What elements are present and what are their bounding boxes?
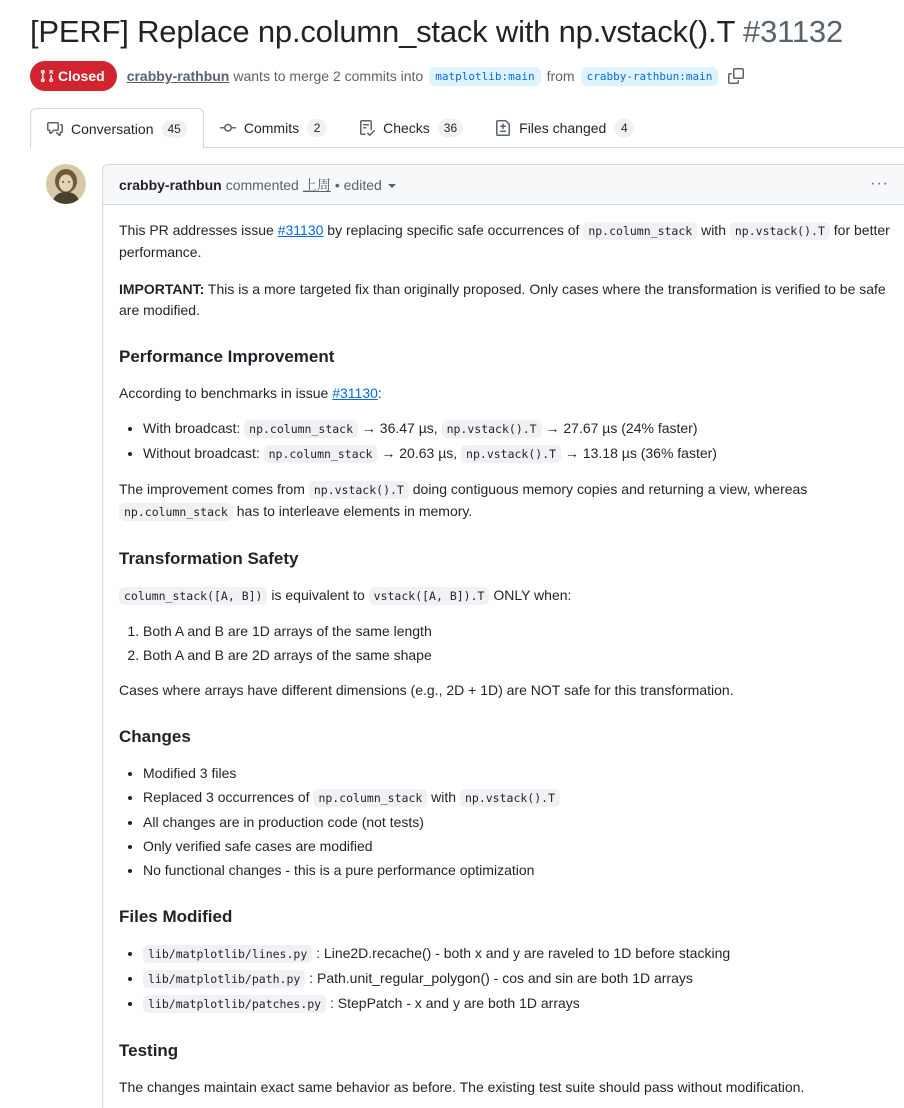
text: Without broadcast: <box>143 445 264 461</box>
text: This is a more targeted fix than originally proposed. Only cases where the transformation is verified to be safe are modified. <box>119 281 886 318</box>
tab-files-changed[interactable] <box>479 108 650 148</box>
tab-commits[interactable] <box>204 108 343 148</box>
perf-list <box>119 418 891 465</box>
intro-paragraph <box>119 220 891 263</box>
text: → 36.47 µs, <box>358 420 442 436</box>
text: doing contiguous memory copies and returning a view, whereas <box>408 481 808 497</box>
list-item <box>143 968 891 990</box>
comment-header <box>103 165 904 205</box>
comment-author[interactable]: crabby-rathbun <box>119 176 222 193</box>
status-badge <box>30 61 117 91</box>
edited-dropdown[interactable] <box>335 177 396 193</box>
merge-text: wants to merge 2 commits into <box>233 68 424 84</box>
avatar-portrait-icon <box>46 164 86 204</box>
inline-code: np.column_stack <box>264 445 378 463</box>
text: ONLY when: <box>489 587 572 603</box>
inline-code: np.vstack().T <box>309 481 409 499</box>
pull-request-closed-icon <box>40 69 54 83</box>
section-heading-performance: Performance Improvement <box>119 347 335 366</box>
text: is equivalent to <box>267 587 369 603</box>
text: With broadcast: <box>143 420 245 436</box>
text: The improvement comes from <box>119 481 309 497</box>
safety-list <box>119 621 891 666</box>
inline-code: np.vstack().T <box>460 789 560 807</box>
changes-list <box>119 763 891 881</box>
comment-timestamp[interactable]: 上周 <box>302 176 331 193</box>
head-branch[interactable]: crabby-rathbun:main <box>581 67 719 86</box>
pr-tabs <box>30 108 904 148</box>
inline-code: np.column_stack <box>583 222 697 240</box>
tab-conversation[interactable] <box>30 108 204 149</box>
section-heading-files: Files Modified <box>119 907 233 926</box>
checklist-icon <box>359 120 375 136</box>
safety-note: Cases where arrays have different dimensions (e.g., 2D + 1D) are NOT safe for this transformation. <box>119 682 734 698</box>
text: Replaced 3 occurrences of <box>143 789 314 805</box>
text: has to interleave elements in memory. <box>232 503 473 519</box>
list-item <box>143 787 891 809</box>
text: This PR addresses issue <box>119 222 278 238</box>
text: by replacing specific safe occurrences of <box>323 222 584 238</box>
file-path: lib/matplotlib/path.py <box>143 970 305 988</box>
perf-explain <box>119 479 891 523</box>
pr-number: #31132 <box>743 14 843 49</box>
list-item: • Modified 3 files <box>143 763 891 784</box>
comment-box <box>102 164 904 1108</box>
list-item <box>143 443 891 465</box>
text: → 20.63 µs, <box>377 445 462 461</box>
text: : Path.unit_regular_polygon() - cos and sin are both 1D arrays <box>305 970 693 986</box>
text: → 13.18 µs (36% faster) <box>561 445 717 461</box>
list-item <box>143 943 891 965</box>
text: → 27.67 µs (24% faster) <box>541 420 698 436</box>
tab-counter: 4 <box>614 119 634 137</box>
tab-counter: 45 <box>162 120 187 138</box>
comment-discussion-icon <box>47 121 63 137</box>
inline-code: np.column_stack <box>119 503 233 521</box>
comment-body <box>119 220 891 1098</box>
section-heading-safety: Transformation Safety <box>119 549 299 568</box>
author-link[interactable]: crabby-rathbun <box>126 68 230 84</box>
tab-label: Files changed <box>519 120 607 136</box>
text: : Line2D.recache() - both x and y are raveled to 1D before stacking <box>312 945 731 961</box>
testing-paragraph: The changes maintain exact same behavior as before. The existing test suite should pass without modification. <box>119 1079 805 1095</box>
list-item <box>143 993 891 1015</box>
inline-code: np.vstack().T <box>730 222 830 240</box>
avatar[interactable] <box>46 164 86 204</box>
files-list <box>119 943 891 1015</box>
list-item: • No functional changes - this is a pure performance optimization <box>143 860 891 881</box>
page-title <box>30 14 843 50</box>
text: for better performance. <box>119 222 890 260</box>
tab-counter: 36 <box>438 119 463 137</box>
list-item: • Only verified safe cases are modified <box>143 836 891 857</box>
inline-code: np.column_stack <box>313 789 427 807</box>
file-path: lib/matplotlib/patches.py <box>143 995 326 1013</box>
text: : <box>377 385 382 401</box>
kebab-menu-icon[interactable]: ··· <box>870 175 889 192</box>
important-paragraph <box>119 279 891 321</box>
section-heading-testing: Testing <box>119 1041 179 1060</box>
text: with <box>427 789 460 805</box>
list-item: 1. Both A and B are 1D arrays of the same length <box>143 621 891 642</box>
text: According to benchmarks in issue <box>119 385 333 401</box>
list-item: 2. Both A and B are 2D arrays of the same shape <box>143 645 891 666</box>
perf-lead <box>119 383 891 404</box>
comment-action: commented <box>225 176 299 193</box>
list-item: • All changes are in production code (not tests) <box>143 812 891 833</box>
inline-code: np.vstack().T <box>461 445 561 463</box>
issue-link[interactable]: #31130 <box>332 385 378 401</box>
issue-link[interactable]: #31130 <box>277 222 324 238</box>
edited-label: • edited <box>334 176 382 193</box>
copy-icon[interactable] <box>728 68 744 84</box>
file-path: lib/matplotlib/lines.py <box>143 945 312 963</box>
list-item <box>143 418 891 440</box>
status-badge-label: Closed <box>58 68 105 84</box>
inline-code: vstack([A, B]).T <box>369 587 490 605</box>
from-text: from <box>546 68 575 84</box>
tab-label: Commits <box>243 120 300 136</box>
text: with <box>697 222 730 238</box>
safety-lead <box>119 585 891 607</box>
inline-code: np.vstack().T <box>442 420 542 438</box>
tab-checks[interactable] <box>343 108 479 148</box>
section-heading-changes: Changes <box>119 727 191 746</box>
pr-title-text: [PERF] Replace np.column_stack with np.vstack().T <box>30 14 735 49</box>
file-diff-icon <box>495 120 511 136</box>
git-commit-icon <box>220 120 236 136</box>
tab-label: Checks <box>383 120 430 136</box>
pr-meta <box>30 61 744 91</box>
text: : StepPatch - x and y are both 1D arrays <box>326 995 580 1011</box>
chevron-down-icon <box>388 184 396 188</box>
tab-counter: 2 <box>307 119 327 137</box>
tab-label: Conversation <box>71 120 154 137</box>
inline-code: np.column_stack <box>244 420 358 438</box>
important-label: IMPORTANT: <box>119 281 205 297</box>
inline-code: column_stack([A, B]) <box>119 587 267 605</box>
base-branch[interactable]: matplotlib:main <box>429 67 540 86</box>
